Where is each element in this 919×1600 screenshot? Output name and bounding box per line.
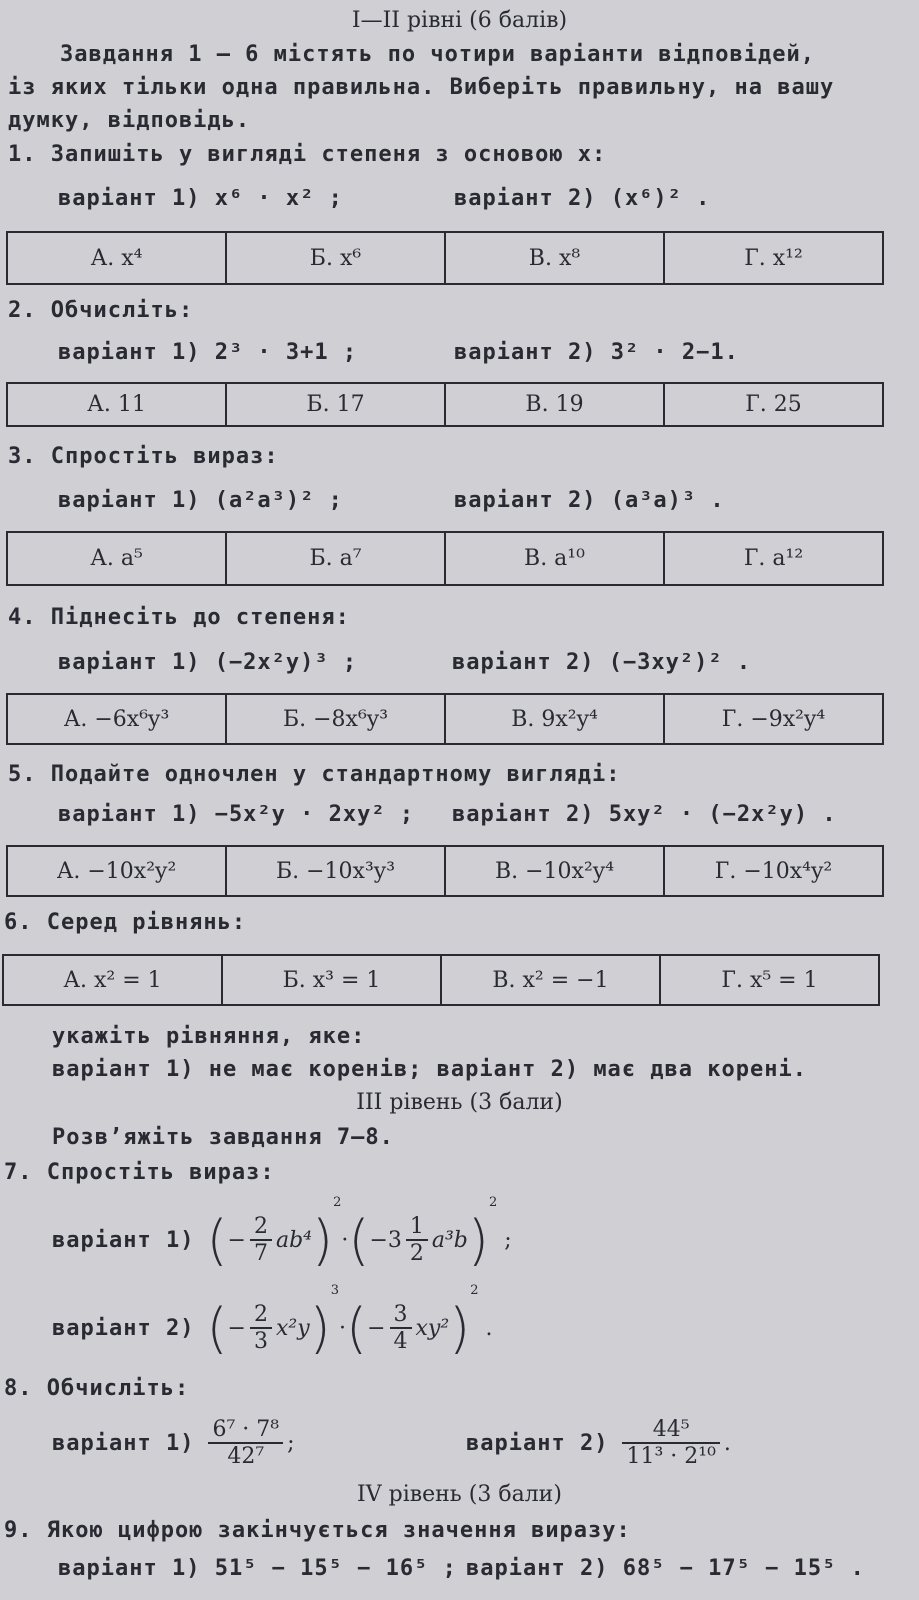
intro-line-3: думку, відповідь.: [8, 108, 251, 133]
task-1-answer-b[interactable]: Б. x⁶: [227, 233, 446, 283]
task-1-variant-2: варіант 2) (x⁶)² .: [454, 186, 711, 211]
intro-line-2: із яких тільки одна правильна. Виберіть правильну, на вашу: [8, 75, 835, 100]
close-paren-icon: ): [309, 1296, 331, 1360]
t8-v1-den: 42⁷: [227, 1444, 265, 1469]
task-1-answer-v[interactable]: В. x⁸: [446, 233, 665, 283]
task-7-v2-label: варіант 2): [52, 1315, 195, 1341]
t7-v1-b-whole: −3: [369, 1227, 402, 1253]
t7-v2-b-num: 3: [390, 1302, 412, 1329]
task-6-answer-g[interactable]: Г. x⁵ = 1: [721, 967, 818, 993]
task-3-answer-g[interactable]: Г. a¹²: [743, 546, 804, 571]
t7-v1-b-num: 1: [406, 1214, 428, 1241]
task-1-answer-a[interactable]: А. x⁴: [8, 233, 227, 283]
t7-v1-b-pow: 2: [488, 1195, 498, 1210]
task-3-variant-2: варіант 2) (a³a)³ .: [454, 488, 725, 513]
task-4-answer-a[interactable]: А. −6x⁶y³: [8, 695, 227, 743]
task-4-answer-b[interactable]: Б. −8x⁶y³: [227, 695, 446, 743]
task-5-answer-v[interactable]: В. −10x²y⁴: [446, 847, 665, 895]
task-2-answer-a[interactable]: А. 11: [8, 384, 227, 425]
task-4-title: 4. Піднесіть до степеня:: [8, 605, 350, 630]
task-6-answer-b[interactable]: Б. x³ = 1: [223, 956, 442, 1004]
task-9-variant-2: варіант 2) 68⁵ − 17⁵ − 15⁵ .: [466, 1556, 865, 1581]
task-6-answer-v[interactable]: В. x² = −1: [442, 956, 661, 1004]
close-paren-icon: ): [312, 1208, 334, 1272]
open-paren-icon: (: [345, 1296, 368, 1360]
t7-v2-b-pow: 2: [470, 1283, 479, 1298]
close-paren-icon: ): [449, 1296, 471, 1360]
task-5-answer-g[interactable]: Г. −10x⁴y²: [714, 858, 833, 884]
task-7-title: 7. Спростіть вираз:: [4, 1160, 275, 1185]
task-7-variant-1: варіант 1) ( − $\frac{2}{7}$ ab⁴ ) $^2$ · ( −3 $\frac{1}{2}$ a³b ) $^2$ ;: [52, 1195, 512, 1272]
task-2-title: 2. Обчисліть:: [8, 298, 194, 323]
t7-v1-b-den: 2: [409, 1241, 424, 1266]
task-8-variant-2: варіант 2) $\frac{\text{44⁵}}{\text{11³ · 2¹⁰}}$ .: [466, 1417, 731, 1469]
task-1-variant-1: варіант 1) x⁶ · x² ;: [58, 186, 343, 211]
task-2-answer-table: [6, 382, 884, 427]
t8-v2-den: 11³ · 2¹⁰: [626, 1444, 716, 1469]
task-2-variant-1: варіант 1) 2³ · 3+1 ;: [58, 340, 358, 365]
task-4-variant-1: варіант 1) (−2x²y)³ ;: [58, 650, 358, 675]
t8-v1-num: 6⁷ · 7⁸: [208, 1417, 283, 1444]
t7-v1-a-den: 7: [253, 1241, 268, 1266]
t7-v1-a-pow: 2: [333, 1195, 342, 1210]
open-paren-icon: (: [348, 1208, 370, 1272]
task-2-answer-g[interactable]: Г. 25: [745, 392, 802, 417]
t7-v1-a-num: 2: [250, 1214, 272, 1241]
task-7-variant-2: варіант 2) ( − $\frac{2}{3}$ x²y ) $^3$ · ( − $\frac{3}{4}$ xy² ) $^2$ .: [52, 1283, 493, 1360]
level-4-title: IV рівень (3 бали): [357, 1482, 562, 1507]
task-1-title: 1. Запишіть у вигляді степеня з основою x:: [8, 142, 607, 167]
t7-v2-a-num: 2: [250, 1302, 272, 1329]
task-9-variant-1: варіант 1) 51⁵ − 15⁵ − 16⁵ ;: [58, 1556, 457, 1581]
level-3-title: III рівень (3 бали): [356, 1090, 563, 1115]
task-7-v1-label: варіант 1): [52, 1227, 195, 1253]
task-6-prompt: укажіть рівняння, яке:: [52, 1024, 366, 1049]
t7-v2-a-den: 3: [253, 1329, 268, 1354]
t7-v2-a-pow: 3: [330, 1283, 339, 1298]
task-3-answer-b[interactable]: Б. a⁷: [227, 533, 446, 584]
task-5-title: 5. Подайте одночлен у стандартному вигляді:: [8, 762, 621, 787]
task-5-variant-1: варіант 1) −5x²y · 2xy² ;: [58, 802, 415, 827]
task-2-variant-2: варіант 2) 3² · 2−1.: [454, 340, 739, 365]
task-4-answer-g[interactable]: Г. −9x²y⁴: [721, 706, 826, 732]
task-6-answer-a[interactable]: А. x² = 1: [4, 956, 223, 1004]
level-1-2-title: I—II рівні (6 балів): [351, 8, 568, 33]
task-9-title: 9. Якою цифрою закінчується значення виразу:: [4, 1518, 631, 1543]
t7-v2-a-rest: x²y: [275, 1315, 310, 1341]
task-1-answer-table: [6, 231, 884, 285]
t7-v1-a-rest: ab⁴: [275, 1227, 312, 1253]
t7-v2-b-rest: xy²: [415, 1315, 450, 1341]
task-8-v1-label: варіант 1): [52, 1430, 195, 1456]
t7-v1-b-rest: a³b: [431, 1227, 468, 1253]
t7-v2-b-den: 4: [393, 1329, 408, 1354]
task-5-answer-b[interactable]: Б. −10x³y³: [227, 847, 446, 895]
task-3-answer-table: [6, 531, 884, 586]
task-3-answer-v[interactable]: В. a¹⁰: [446, 533, 665, 584]
task-1-answer-g[interactable]: Г. x¹²: [744, 245, 803, 271]
task-5-answer-table: [6, 845, 884, 897]
task-2-answer-b[interactable]: Б. 17: [227, 384, 446, 425]
task-4-variant-2: варіант 2) (−3xy²)² .: [452, 650, 752, 675]
open-paren-icon: (: [206, 1208, 228, 1272]
intro-line-1: Завдання 1 — 6 містять по чотири варіанти відповідей,: [60, 42, 815, 67]
task-6-variants: варіант 1) не має коренів; варіант 2) має два корені.: [52, 1057, 807, 1082]
task-4-answer-v[interactable]: В. 9x²y⁴: [446, 695, 665, 743]
level-3-intro: Розв’яжіть завдання 7—8.: [52, 1125, 394, 1150]
task-5-answer-a[interactable]: А. −10x²y²: [8, 847, 227, 895]
task-8-v2-label: варіант 2): [466, 1430, 609, 1456]
task-6-title: 6. Серед рівнянь:: [4, 910, 247, 935]
task-2-answer-v[interactable]: В. 19: [446, 384, 665, 425]
t8-v2-num: 44⁵: [622, 1417, 719, 1444]
task-6-answer-table: [2, 954, 880, 1006]
task-3-answer-a[interactable]: А. a⁵: [8, 533, 227, 584]
task-3-title: 3. Спростіть вираз:: [8, 444, 279, 469]
close-paren-icon: ): [467, 1208, 489, 1272]
task-4-answer-table: [6, 693, 884, 745]
task-5-variant-2: варіант 2) 5xy² · (−2x²y) .: [452, 802, 837, 827]
task-8-variant-1: варіант 1) $\frac{\text{6⁷ · 7⁸}}{\text{42⁷}}$ ;: [52, 1417, 295, 1469]
task-3-variant-1: варіант 1) (a²a³)² ;: [58, 488, 343, 513]
task-8-title: 8. Обчисліть:: [4, 1376, 190, 1401]
open-paren-icon: (: [206, 1296, 228, 1360]
